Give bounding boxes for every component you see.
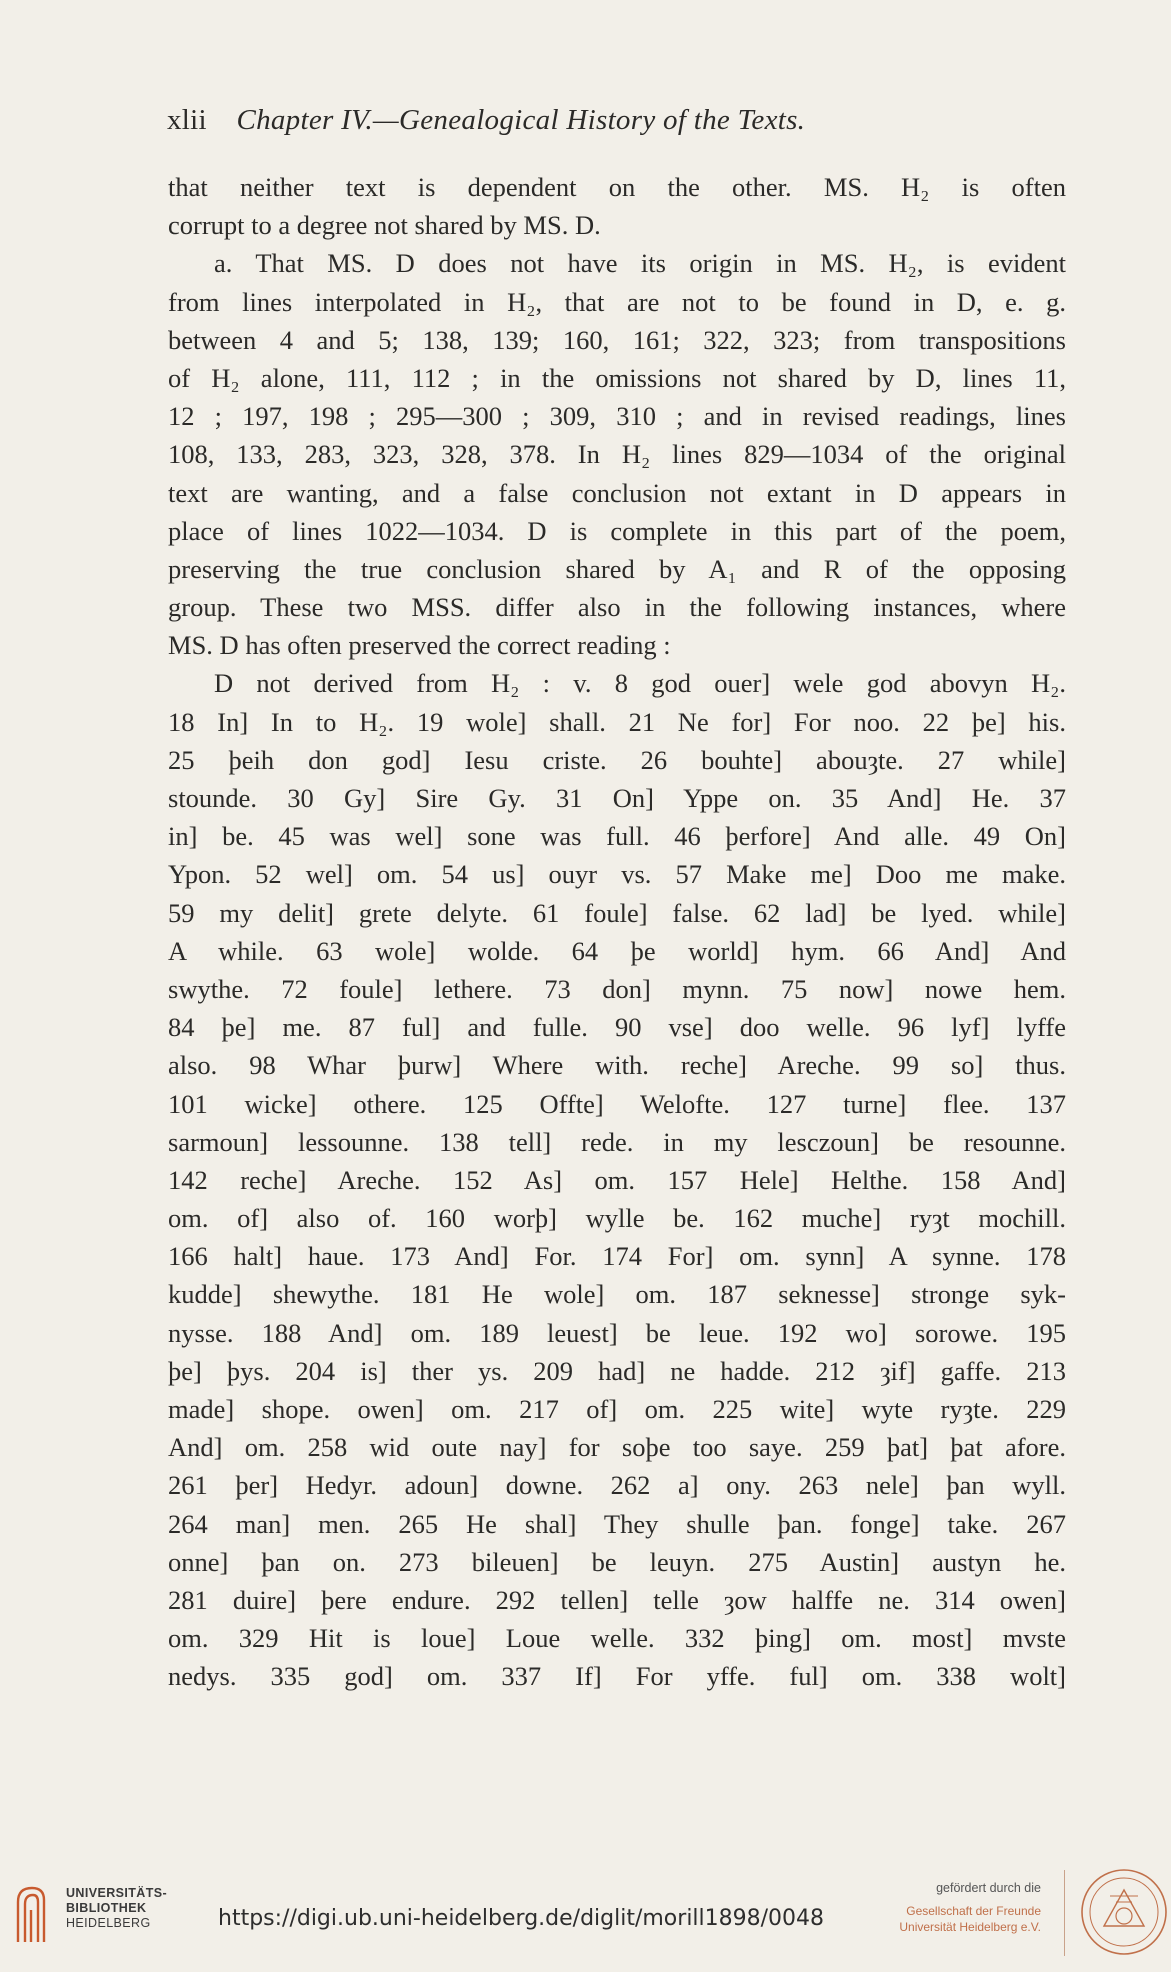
text-line: 264 man] men. 265 He shal] They shulle þan. fonge] take. 267 bbox=[168, 1508, 1066, 1539]
text-line: 108, 133, 283, 323, 328, 378. In H₂ lines 829—1034 of the original bbox=[168, 439, 1066, 470]
text-line: 142 reche] Areche. 152 As] om. 157 Hele] Helthe. 158 And] bbox=[168, 1164, 1066, 1195]
text-line: sarmoun] lessounne. 138 tell] rede. in my lesczoun] be resounne. bbox=[168, 1126, 1066, 1157]
university-seal-icon bbox=[1080, 1866, 1168, 1958]
text-line: text are wanting, and a false conclusion not extant in D appears in bbox=[168, 477, 1066, 508]
text-line: also. 98 Whar þurw] Where with. reche] Areche. 99 so] thus. bbox=[168, 1050, 1066, 1081]
text-line: corrupt to a degree not shared by MS. D. bbox=[168, 210, 601, 241]
text-line: 101 wicke] othere. 125 Offte] Welofte. 127 turne] flee. 137 bbox=[168, 1088, 1066, 1119]
text-line: 18 In] In to H₂. 19 wole] shall. 21 Ne for] For noo. 22 þe] his. bbox=[168, 706, 1066, 737]
text-line: preserving the true conclusion shared by A₁ and R of the opposing bbox=[168, 553, 1066, 584]
sponsor-org-line-2: Universität Heidelberg e.V. bbox=[899, 1920, 1041, 1934]
text-line: 84 þe] me. 87 ful] and fulle. 90 vse] doo welle. 96 lyf] lyffe bbox=[168, 1012, 1066, 1043]
text-line: place of lines 1022—1034. D is complete in this part of the poem, bbox=[168, 515, 1066, 546]
text-line: om. of] also of. 160 worþ] wylle be. 162 muche] ryȝt mochill. bbox=[168, 1203, 1066, 1234]
text-line: made] shope. owen] om. 217 of] om. 225 wite] wyte ryȝte. 229 bbox=[168, 1394, 1066, 1424]
text-line: Ypon. 52 wel] om. 54 us] ouyr vs. 57 Make me] Doo me make. bbox=[168, 859, 1066, 890]
library-logo-icon bbox=[14, 1880, 60, 1944]
text-line: onne] þan on. 273 bileuen] be leuyn. 275 Austin] austyn he. bbox=[168, 1546, 1066, 1577]
text-line: 12 ; 197, 198 ; 295—300 ; 309, 310 ; and in revised readings, lines bbox=[168, 401, 1066, 432]
body-text bbox=[168, 168, 1066, 1696]
running-header bbox=[167, 104, 967, 137]
sponsor-note: gefördert durch die bbox=[936, 1881, 1041, 1895]
chapter-title: Chapter IV.—Genealogical History of the Texts. bbox=[236, 104, 806, 136]
text-line: And] om. 258 wid oute nay] for soþe too saye. 259 þat] þat afore. bbox=[168, 1432, 1066, 1463]
library-name-line-1: UNIVERSITÄTS- bbox=[66, 1886, 168, 1900]
text-line: MS. D has often preserved the correct reading : bbox=[168, 630, 671, 661]
text-line: between 4 and 5; 138, 139; 160, 161; 322, 323; from transpositions bbox=[168, 324, 1066, 355]
text-line: nysse. 188 And] om. 189 leuest] be leue. 192 wo] sorowe. 195 bbox=[168, 1317, 1066, 1348]
text-line: from lines interpolated in H₂, that are not to be found in D, e. g. bbox=[168, 286, 1066, 317]
text-line: nedys. 335 god] om. 337 If] For yffe. ful] om. 338 wolt] bbox=[168, 1661, 1066, 1692]
library-name-line-2: BIBLIOTHEK bbox=[66, 1901, 147, 1915]
text-line: stounde. 30 Gy] Sire Gy. 31 On] Yppe on. 35 And] He. 37 bbox=[168, 783, 1066, 813]
text-line: of H₂ alone, 111, 112 ; in the omissions not shared by D, lines 11, bbox=[168, 362, 1066, 393]
text-line: 59 my delit] grete delyte. 61 foule] false. 62 lad] be lyed. while] bbox=[168, 897, 1066, 928]
text-line: 25 þeih don god] Iesu criste. 26 bouhte] abouȝte. 27 while] bbox=[168, 744, 1066, 775]
text-line: om. 329 Hit is loue] Loue welle. 332 þing] om. most] mvste bbox=[168, 1623, 1066, 1654]
text-line: 166 halt] haue. 173 And] For. 174 For] om. synn] A synne. 178 bbox=[168, 1241, 1066, 1272]
text-line: swythe. 72 foule] lethere. 73 don] mynn. 75 now] nowe hem. bbox=[168, 973, 1066, 1004]
text-line: 261 þer] Hedyr. adoun] downe. 262 a] ony. 263 nele] þan wyll. bbox=[168, 1470, 1066, 1501]
sponsor-divider bbox=[1064, 1870, 1065, 1956]
sponsor-org-line-1: Gesellschaft der Freunde bbox=[906, 1904, 1041, 1918]
text-line: group. These two MSS. differ also in the following instances, where bbox=[168, 592, 1066, 623]
text-line: D not derived from H₂ : v. 8 god ouer] wele god abovyn H₂. bbox=[214, 668, 1066, 699]
text-line: a. That MS. D does not have its origin in MS. H₂, is evident bbox=[214, 248, 1066, 279]
library-name-line-3: HEIDELBERG bbox=[66, 1916, 151, 1930]
text-line: kudde] shewythe. 181 He wole] om. 187 seknesse] stronge syk- bbox=[168, 1279, 1066, 1310]
library-name bbox=[66, 1886, 167, 1931]
text-line: þe] þys. 204 is] ther ys. 209 had] ne hadde. 212 ȝif] gaffe. 213 bbox=[168, 1355, 1066, 1386]
sponsor-block bbox=[841, 1880, 1041, 1935]
text-line: A while. 63 wole] wolde. 64 þe world] hym. 66 And] And bbox=[168, 935, 1066, 966]
text-line: in] be. 45 was wel] sone was full. 46 þerfore] And alle. 49 On] bbox=[168, 821, 1066, 852]
text-line: that neither text is dependent on the other. MS. H₂ is often bbox=[168, 172, 1066, 202]
permalink-url[interactable]: https://digi.ub.uni-heidelberg.de/diglit/morill1898/0048 bbox=[218, 1906, 825, 1931]
page-number: xlii bbox=[167, 104, 207, 136]
text-line: 281 duire] þere endure. 292 tellen] telle ȝow halffe ne. 314 owen] bbox=[168, 1584, 1066, 1615]
